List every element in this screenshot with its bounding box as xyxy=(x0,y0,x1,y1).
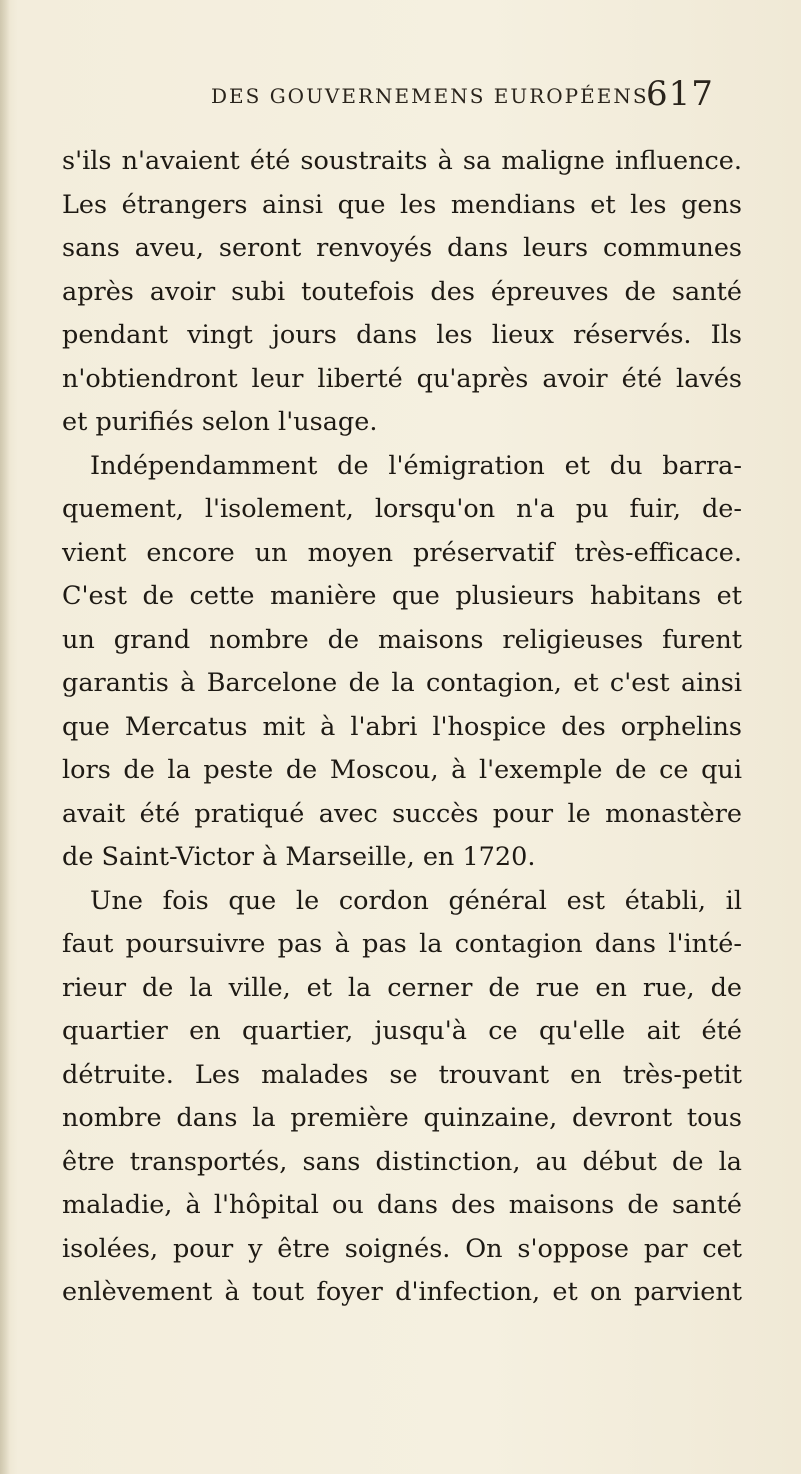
running-head: DES GOUVERNEMENS EUROPÉENS. xyxy=(211,84,657,108)
paragraph xyxy=(62,445,742,880)
text-line: quartier en quartier, jusqu'à ce qu'elle ait été xyxy=(62,1016,742,1046)
text-line: de Saint-Victor à Marseille, en 1720. xyxy=(62,842,536,872)
text-line: n'obtiendront leur liberté qu'après avoir été lavés xyxy=(62,363,742,394)
text-line: un grand nombre de maisons religieuses furent xyxy=(62,624,742,655)
page-number: 617 xyxy=(646,74,714,114)
text-line: enlèvement à tout foyer d'infection, et on parvient xyxy=(62,1277,742,1307)
text-line: rieur de la ville, et la cerner de rue en rue, de xyxy=(62,972,742,1003)
text-line: être transportés, sans distinction, au début de la xyxy=(62,1146,742,1177)
text-line: Une fois que le cordon général est établi, il xyxy=(90,885,742,916)
text-line: s'ils n'avaient été soustraits à sa maligne influence. xyxy=(62,146,742,176)
text-line: pendant vingt jours dans les lieux réservés. Ils xyxy=(62,320,742,350)
paragraph xyxy=(62,140,742,445)
text-line: et purifiés selon l'usage. xyxy=(62,407,378,437)
text-line: nombre dans la première quinzaine, devront tous xyxy=(62,1103,742,1133)
paragraph xyxy=(62,880,742,1315)
text-line: Les étrangers ainsi que les mendians et les gens xyxy=(62,189,742,220)
body-text xyxy=(62,140,742,1315)
text-line: C'est de cette manière que plusieurs habitans et xyxy=(62,581,742,611)
text-line: maladie, à l'hôpital ou dans des maisons de santé xyxy=(62,1190,742,1220)
text-line: Indépendamment de l'émigration et du barra- xyxy=(90,450,742,481)
text-line: que Mercatus mit à l'abri l'hospice des orphelins xyxy=(62,711,742,742)
text-line: lors de la peste de Moscou, à l'exemple de ce qui xyxy=(62,755,742,785)
text-line: garantis à Barcelone de la contagion, et c'est ainsi xyxy=(62,668,742,698)
text-line: isolées, pour y être soignés. On s'oppose par cet xyxy=(62,1233,742,1264)
text-line: quement, l'isolement, lorsqu'on n'a pu fuir, de- xyxy=(62,494,742,524)
text-line: après avoir subi toutefois des épreuves de santé xyxy=(62,276,742,307)
text-line: vient encore un moyen préservatif très-efficace. xyxy=(62,537,742,568)
page-header xyxy=(0,68,801,128)
text-line: détruite. Les malades se trouvant en très-petit xyxy=(62,1059,742,1090)
text-line: avait été pratiqué avec succès pour le monastère xyxy=(62,798,742,829)
page-edge-shadow xyxy=(0,0,10,1474)
text-line: sans aveu, seront renvoyés dans leurs communes xyxy=(62,233,742,263)
text-line: faut poursuivre pas à pas la contagion dans l'inté- xyxy=(62,929,742,959)
